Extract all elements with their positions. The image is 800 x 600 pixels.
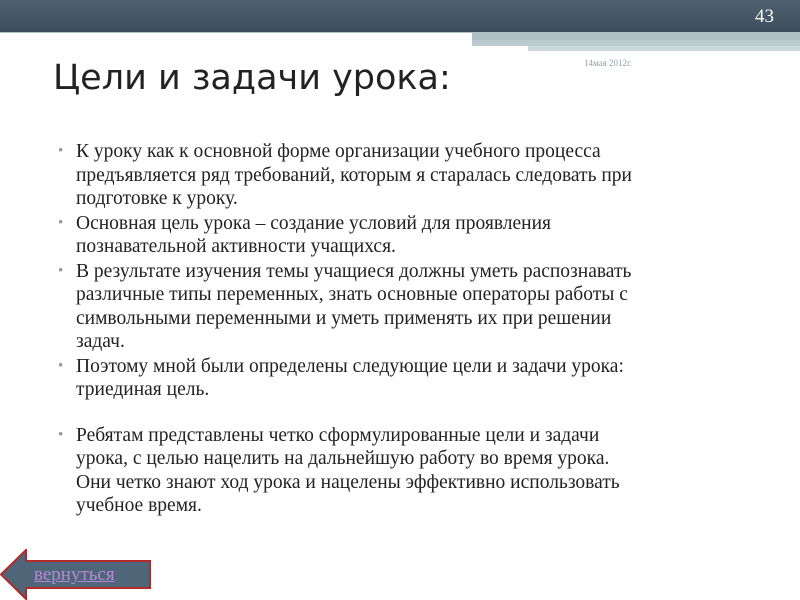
bullet-list <box>58 140 758 519</box>
bullet-line: В результате изучения темы учащиеся должны уметь распознавать <box>76 260 632 282</box>
slide-number: 43 <box>755 6 774 27</box>
bullet-line: Они четко знают ход урока и нацелены эффективно использовать <box>76 471 620 493</box>
bullet-line: подготовке к уроку. <box>76 188 238 209</box>
bullet-dot-icon: • <box>58 143 64 159</box>
bullet-item <box>58 355 758 402</box>
bullet-line: Ребятам представлены четко сформулированные цели и задачи <box>76 424 600 446</box>
bullet-line: Основная цель урока – создание условий для проявления <box>76 212 552 234</box>
bullet-line: триединая цель. <box>76 379 210 400</box>
back-button[interactable] <box>0 549 152 600</box>
header-accent-gap <box>0 33 472 40</box>
bullet-line: предъявляется ряд требований, которым я старалась следовать при <box>76 164 632 186</box>
slide-date: 14мая 2012г. <box>584 58 632 68</box>
bullet-dot-icon: • <box>58 214 64 231</box>
bullet-dot-icon: • <box>58 262 64 279</box>
bullet-line: учебное время. <box>76 495 202 516</box>
bullet-item <box>58 424 758 518</box>
back-link[interactable]: вернуться <box>34 564 115 585</box>
bullet-item <box>58 212 758 259</box>
bullet-line: задач. <box>76 331 125 352</box>
bullet-line: познавательной активности учащихся. <box>76 236 396 257</box>
bullet-item <box>58 140 758 211</box>
bullet-line: Поэтому мной были определены следующие цели и задачи урока: <box>76 355 624 377</box>
decorative-strip <box>528 46 800 51</box>
bullet-line: К уроку как к основной форме организации учебного процесса <box>76 141 601 162</box>
bullet-item <box>58 260 758 354</box>
bullet-line: различные типы переменных, знать основные операторы работы с <box>76 284 628 305</box>
bullet-dot-icon: • <box>58 357 64 374</box>
header-band <box>0 0 800 32</box>
slide-title: Цели и задачи урока: <box>53 58 451 98</box>
bullet-line: урока, с целью нацелить на дальнейшую работу во время урока. <box>76 448 610 469</box>
bullet-line: символьными переменными и уметь применять их при решении <box>76 307 612 329</box>
bullet-dot-icon: • <box>58 426 64 443</box>
